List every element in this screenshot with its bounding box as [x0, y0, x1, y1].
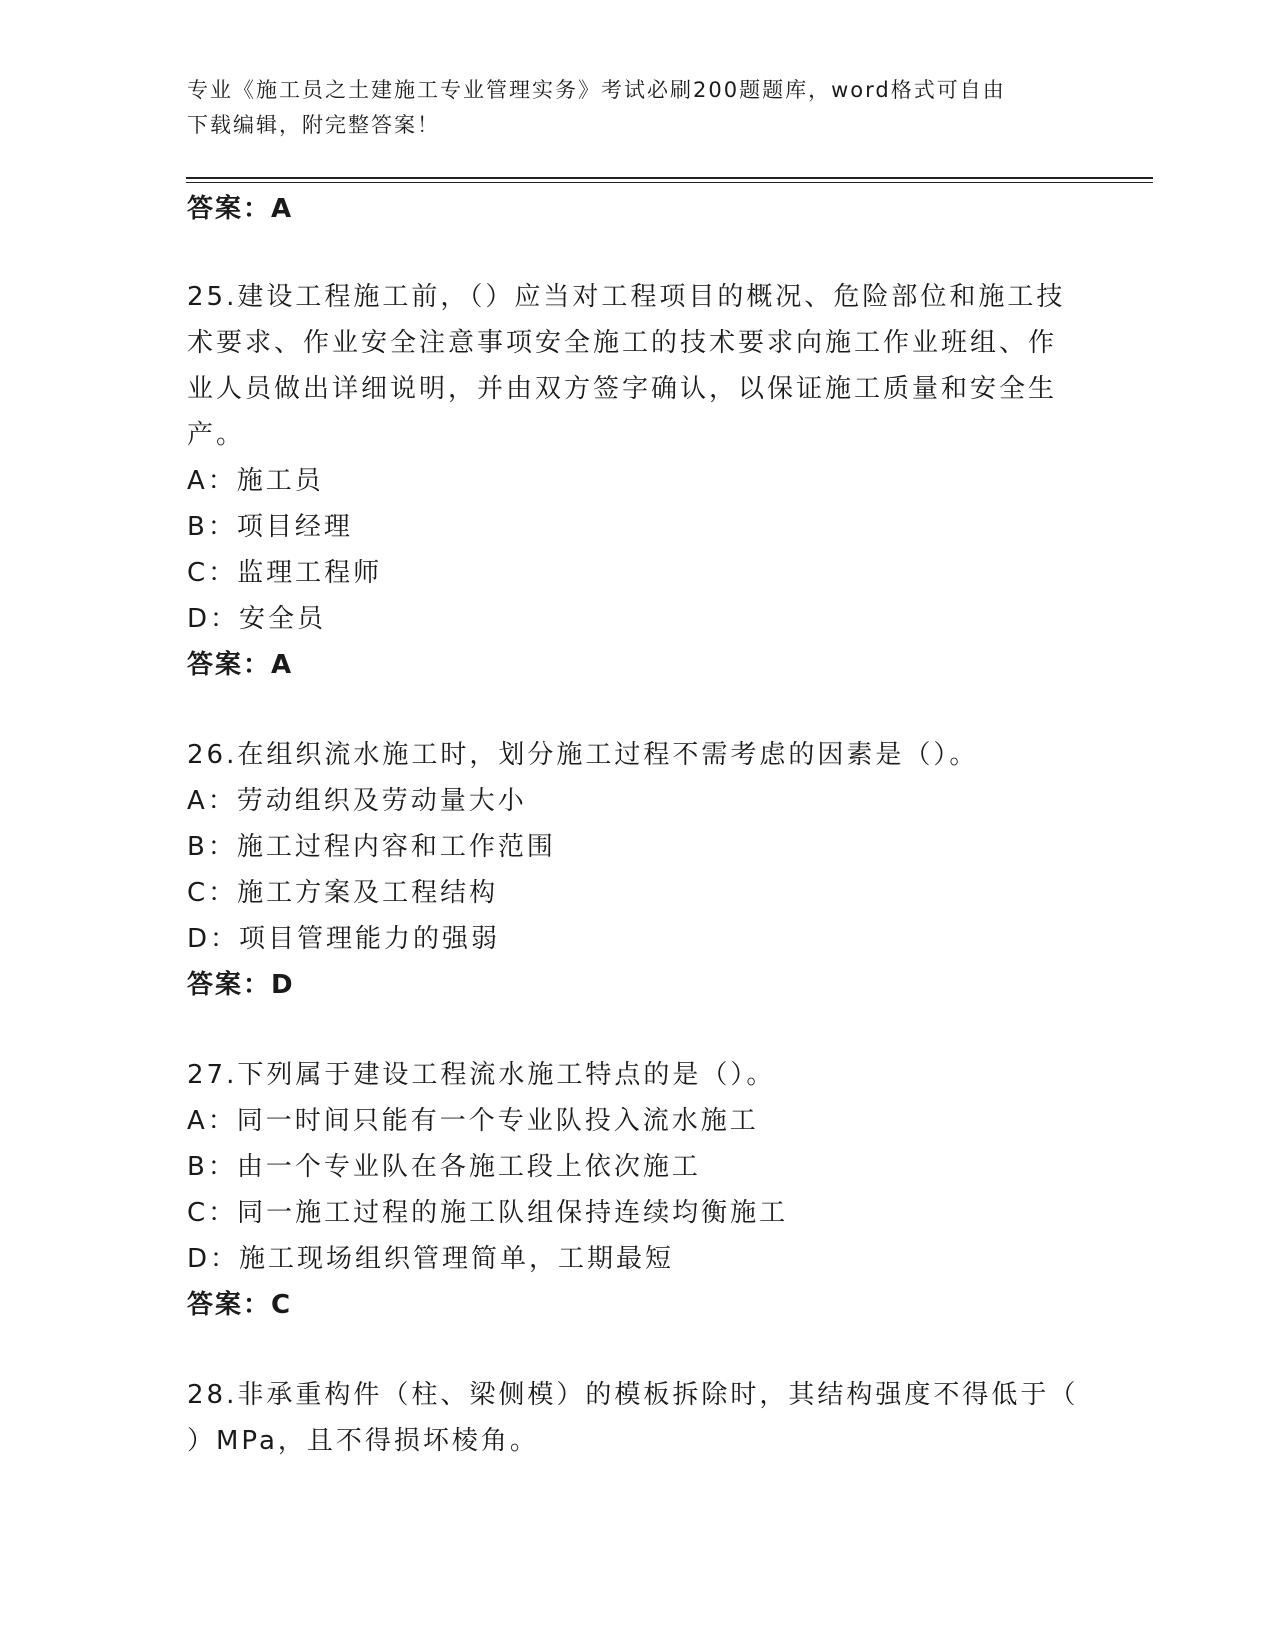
- answer-label: 答案：A: [187, 650, 294, 680]
- header-line: 下载编辑，附完整答案！: [187, 113, 440, 137]
- answer-label: 答案：D: [187, 970, 295, 1000]
- option-a: A：劳动组织及劳动量大小: [187, 786, 527, 816]
- question-stem: 26.在组织流水施工时，划分施工过程不需考虑的因素是（）。: [187, 740, 979, 770]
- question-block: [187, 1052, 1087, 1328]
- question-stem: 产。: [187, 420, 246, 450]
- question-block: [187, 732, 1087, 1008]
- header-divider: [186, 177, 1153, 179]
- option-c: C：监理工程师: [187, 558, 383, 588]
- question-stem: 25.建设工程施工前，（）应当对工程项目的概况、危险部位和施工技: [187, 282, 1066, 312]
- option-b: B：施工过程内容和工作范围: [187, 832, 556, 862]
- answer-label: 答案：A: [187, 194, 294, 224]
- document-header: [187, 73, 1087, 143]
- question-list: [187, 186, 1087, 1464]
- question-stem: ）MPa，且不得损坏棱角。: [187, 1426, 539, 1456]
- option-a: A：同一时间只能有一个专业队投入流水施工: [187, 1106, 759, 1136]
- answer-label: 答案：C: [187, 1290, 293, 1320]
- question-stem: 业人员做出详细说明，并由双方签字确认，以保证施工质量和安全生: [187, 374, 1058, 404]
- question-stem: 28.非承重构件（柱、梁侧模）的模板拆除时，其结构强度不得低于（: [187, 1380, 1079, 1410]
- option-d: D：项目管理能力的强弱: [187, 924, 501, 954]
- option-d: D：施工现场组织管理简单，工期最短: [187, 1244, 675, 1274]
- option-d: D：安全员: [187, 604, 327, 634]
- option-c: C：同一施工过程的施工队组保持连续均衡施工: [187, 1198, 789, 1228]
- header-line: 专业《施工员之土建施工专业管理实务》考试必刷200题题库，word格式可自由: [187, 78, 1006, 102]
- question-block: [187, 1372, 1087, 1464]
- option-c: C：施工方案及工程结构: [187, 878, 499, 908]
- question-stem: 27.下列属于建设工程流水施工特点的是（）。: [187, 1060, 776, 1090]
- question-stem: 术要求、作业安全注意事项安全施工的技术要求向施工作业班组、作: [187, 328, 1058, 358]
- header-divider: [186, 182, 1153, 183]
- question-block: [187, 274, 1087, 688]
- option-a: A：施工员: [187, 466, 324, 496]
- option-b: B：由一个专业队在各施工段上依次施工: [187, 1152, 701, 1182]
- option-b: B：项目经理: [187, 512, 353, 542]
